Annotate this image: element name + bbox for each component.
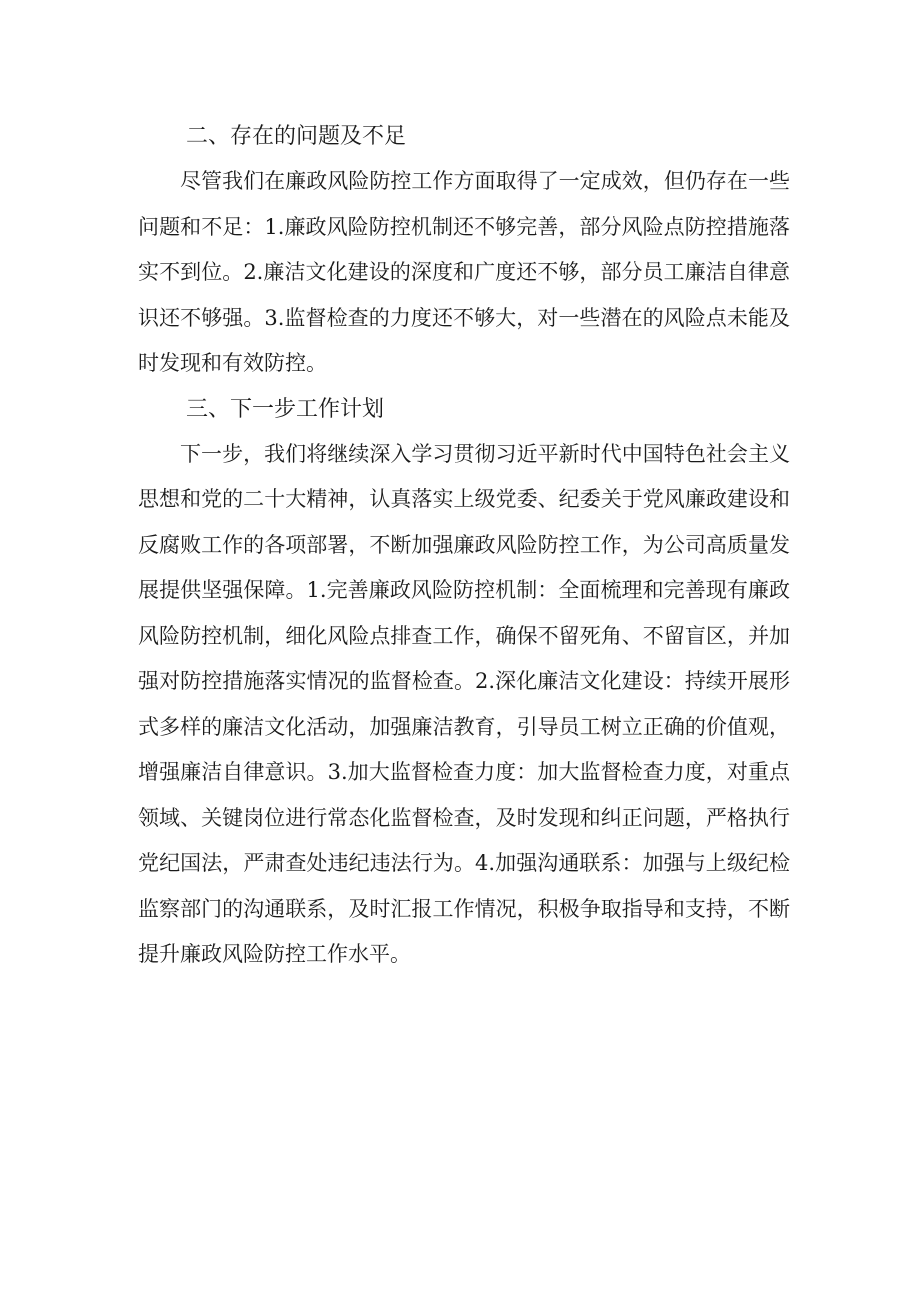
document-body: [138, 114, 790, 978]
section-3-heading: 三、下一步工作计划: [186, 396, 385, 422]
section-2-paragraph: 尽管我们在廉政风险防控工作方面取得了一定成效，但仍存在一些问题和不足：1.廉政风险防控机制还不够完善，部分风险点防控措施落实不到位。2.廉洁文化建设的深度和广度还不够，部分员工廉洁自律意识还不够强。3.监督检查的力度还不够大，对一些潜在的风险点未能及时发现和有效防控。: [138, 169, 790, 375]
section-3-paragraph: 下一步，我们将继续深入学习贯彻习近平新时代中国特色社会主义思想和党的二十大精神，认真落实上级党委、纪委关于党风廉政建设和反腐败工作的各项部署，不断加强廉政风险防控工作，为公司高质量发展提供坚强保障。1.完善廉政风险防控机制：全面梳理和完善现有廉政风险防控机制，细化风险点排查工作，确保不留死角、不留盲区，并加强对防控措施落实情况的监督检查。2.深化廉洁文化建设：持续开展形式多样的廉洁文化活动，加强廉洁教育，引导员工树立正确的价值观，增强廉洁自律意识。3.加大监督检查力度：加大监督检查力度，对重点领域、关键岗位进行常态化监督检查，及时发现和纠正问题，严格执行党纪国法，严肃查处违纪违法行为。4.加强沟通联系：加强与上级纪检监察部门的沟通联系，及时汇报工作情况，积极争取指导和支持，不断提升廉政风险防控工作水平。: [138, 441, 790, 966]
section-2-heading: 二、存在的问题及不足: [186, 124, 407, 149]
